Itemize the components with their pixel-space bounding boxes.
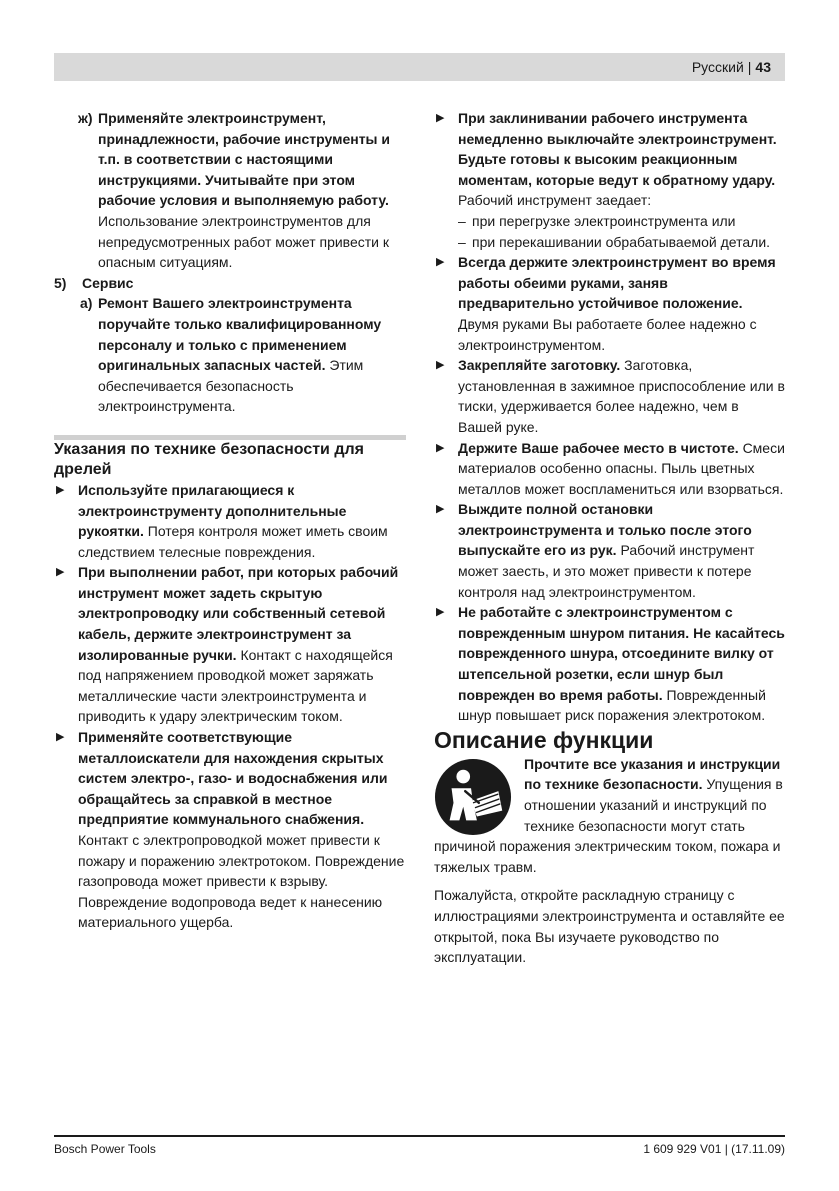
bullet-triangle-icon: ▶ <box>436 503 445 516</box>
bullet-bold-text: Закрепляйте заготовку. <box>458 357 621 374</box>
bullet-bold-text: Держите Ваше рабочее место в чистоте. <box>458 439 739 456</box>
bullet-bold-text: При заклинивании рабочего инструмента немедленно выключайте электроинструмент. Будьте готовы к высоким реакционным моментам, которые ведут к обратному удару. <box>458 110 777 188</box>
item-label: а) <box>80 295 93 312</box>
section-number: 5) <box>54 274 67 291</box>
bullet-item <box>434 252 786 355</box>
bullet-normal-text: Рабочий инструмент заедает: <box>458 192 652 209</box>
bullet-item <box>434 355 786 437</box>
dash-mark: – <box>458 233 466 250</box>
read-manual-icon <box>434 758 512 836</box>
bullet-triangle-icon: ▶ <box>56 566 65 579</box>
bullet-normal-text: Контакт с находящейся под напряжением проводкой может заряжать металлические части электроинструмента и приводить к удару электрическим током. <box>78 646 393 725</box>
item-label: ж) <box>78 110 93 126</box>
footer-doc-number: 1 609 929 V01 | (17.11.09) <box>643 1142 785 1156</box>
bullet-normal-text: Поврежденный шнур повышает риск поражения электротоком. <box>458 686 766 724</box>
bullet-bold-text: При выполнении работ, при которых рабочий инструмент может задеть скрытую электропроводку или собственный сетевой кабель, держите электроинструмент за изолированные ручки. <box>78 564 399 663</box>
item-normal-text: Этим обеспечивается безопасность электроинструмента. <box>98 357 364 415</box>
bullet-bold-text: Выждите полной остановки электроинструмента и только после этого выпускайте его из рук. <box>458 501 752 559</box>
left-column <box>54 108 406 933</box>
item-bold-text: Ремонт Вашего электроинструмента поручайте только квалифицированному персоналу и только с применением оригинальных запасных частей. <box>98 295 382 374</box>
warning-bold-text: Прочтите все указания и инструкции по технике безопасности. <box>524 755 781 793</box>
footer-divider <box>54 1135 785 1137</box>
bullet-normal-text: Заготовка, установленная в зажимное приспособление или в тиски, удерживается более надежно, чем в Вашей руке. <box>458 357 785 435</box>
bullet-bold-text: Не работайте с электроинструментом с поврежденным шнуром питания. Не касайтесь поврежденного шнура, отсоедините вилку от штепсельной розетки, если шнур был поврежден во время работы. <box>458 604 785 703</box>
header-text <box>692 58 771 76</box>
bullet-triangle-icon: ▶ <box>436 359 445 372</box>
bullet-triangle-icon: ▶ <box>436 112 445 124</box>
bullet-normal-text: Двумя руками Вы работаете более надежно с электроинструментом. <box>458 315 757 353</box>
bullet-normal-text: Потеря контроля может иметь своим следствием телесные повреждения. <box>78 523 388 560</box>
bullet-item <box>434 602 786 726</box>
bullet-normal-text: Рабочий инструмент может заесть, и это может привести к потере контроля над электроинструментом. <box>458 542 755 600</box>
section-heading-service <box>54 273 406 294</box>
dash-text: при перегрузке электроинструмента или <box>472 212 736 229</box>
dash-text: при перекашивании обрабатываемой детали. <box>472 233 771 250</box>
section-title-service: Сервис <box>82 274 134 291</box>
header-language: Русский <box>691 59 744 75</box>
bullet-item <box>54 727 406 933</box>
page-number: 43 <box>755 59 771 75</box>
function-description-title: Описание функции <box>434 726 654 753</box>
bullet-bold-text: Всегда держите электроинструмент во время работы обеими руками, заняв предварительно устойчивое положение. <box>458 254 776 312</box>
item-bold-text: Применяйте электроинструмент, принадлежности, рабочие инструменты и т.п. в соответствии с настоящими инструкциями. Учитывайте при этом рабочие условия и выполняемую работу. <box>98 110 391 209</box>
page-header <box>54 53 785 81</box>
safety-warning-block <box>434 754 786 878</box>
bullet-triangle-icon: ▶ <box>56 483 65 496</box>
dash-item <box>458 232 786 253</box>
warning-continuation-text: причиной поражения электрическим током, пожара и тяжелых травм. <box>434 838 781 875</box>
list-item-a <box>54 293 406 417</box>
section-title-drills: Указания по технике безопасности для дрелей <box>54 440 364 478</box>
foldout-page-paragraph: Пожалуйста, откройте раскладную страницу с иллюстрациями электроинструмента и оставляйте ее открытой, пока Вы изучаете руководство по эксплуатации. <box>434 887 785 966</box>
bullet-item <box>54 480 406 562</box>
bullet-item <box>54 562 406 727</box>
bullet-normal-text: Смеси материалов особенно опасны. Пыль цветных металлов может воспламениться или взорваться. <box>458 439 785 497</box>
bullet-triangle-icon: ▶ <box>436 606 445 619</box>
header-separator: | <box>747 59 752 75</box>
warning-normal-text: Упущения в отношении указаний и инструкций по технике безопасности могут стать <box>524 776 783 834</box>
bullet-triangle-icon: ▶ <box>436 256 445 269</box>
footer-brand: Bosch Power Tools <box>54 1142 156 1156</box>
list-item-zh <box>54 108 406 273</box>
bullet-item <box>434 438 786 500</box>
bullet-item <box>434 108 786 252</box>
bullet-triangle-icon: ▶ <box>436 441 445 454</box>
right-column <box>434 108 786 968</box>
bullet-item <box>434 499 786 602</box>
dash-mark: – <box>458 212 466 229</box>
item-normal-text: Использование электроинструментов для непредусмотренных работ может привести к опасным ситуациям. <box>98 212 389 271</box>
bullet-normal-text: Контакт с электропроводкой может привести к пожару и поражению электротоком. Повреждение газопровода может привести к взрыву. Повреждение водопровода ведет к нанесению материального ущерба. <box>78 832 405 931</box>
dash-item <box>458 211 786 232</box>
bullet-bold-text: Применяйте соответствующие металлоискатели для нахождения скрытых систем электро-, газо- и водоснабжения или обращайтесь за справкой в местное предприятие коммунального снабжения. <box>78 729 388 828</box>
bullet-triangle-icon: ▶ <box>56 731 65 744</box>
bullet-bold-text: Используйте прилагающиеся к электроинструменту дополнительные рукоятки. <box>78 481 347 540</box>
